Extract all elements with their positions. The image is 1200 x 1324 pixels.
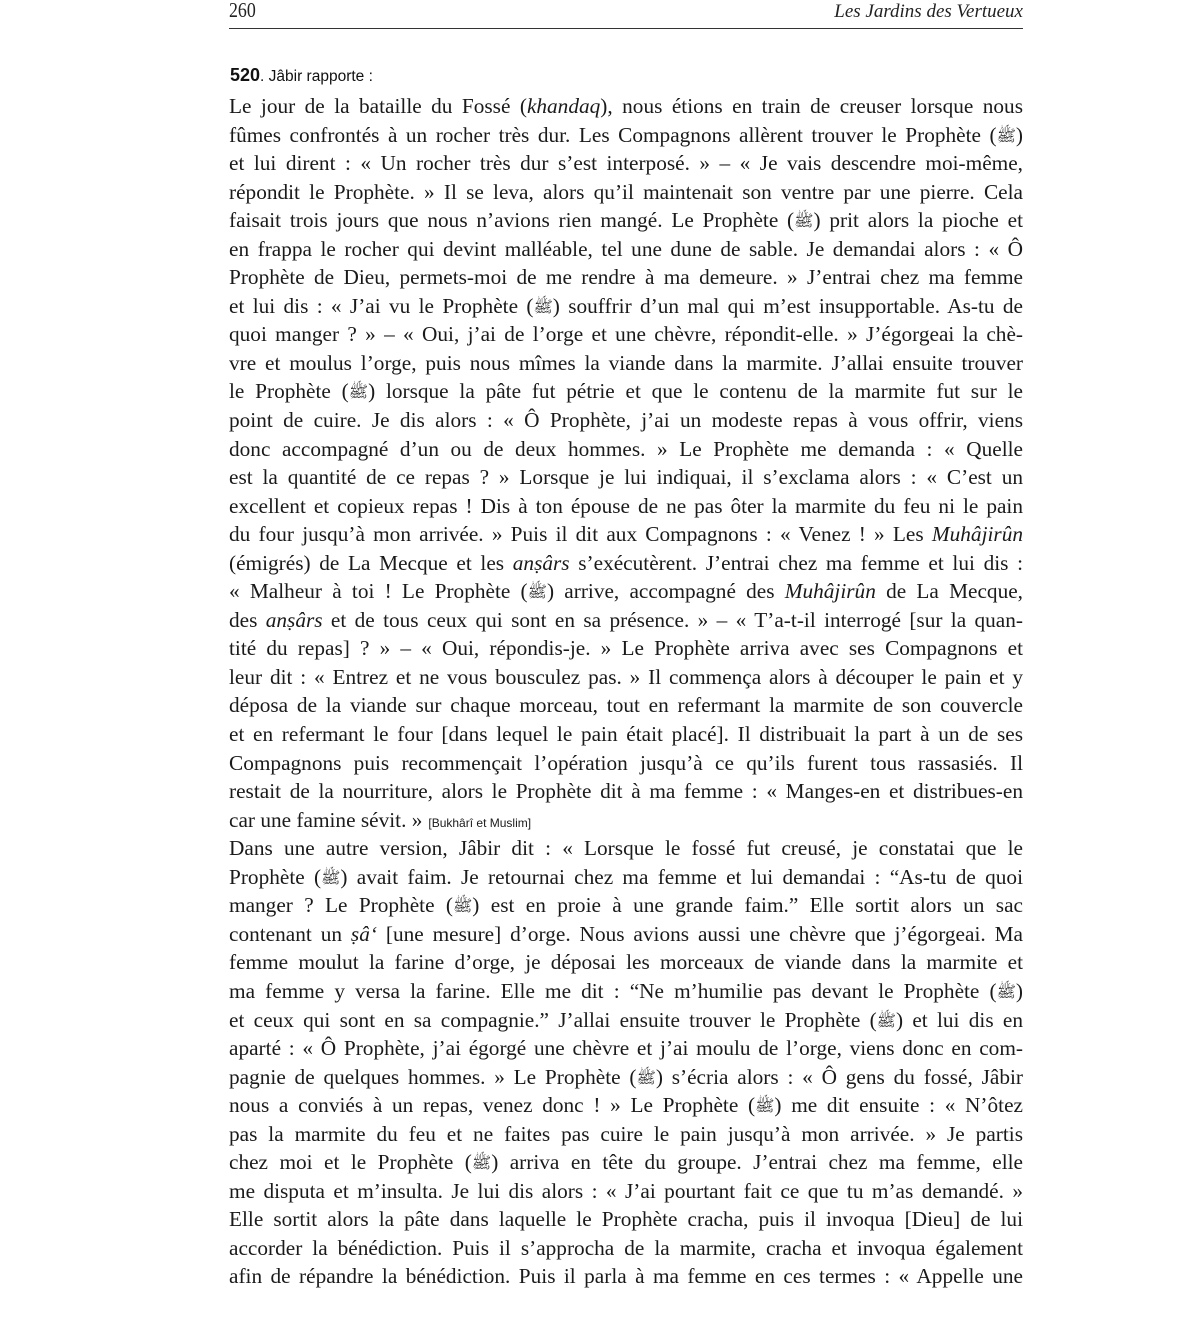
- salutation-icon: ﷺ: [794, 213, 814, 231]
- header-rule: [229, 28, 1023, 29]
- text-line: « Malheur à toi ! Le Prophète (ﷺ) arrive, accompagné des Muhâjirûn de La Mecque,: [229, 577, 1023, 606]
- text-line: et lui dirent : « Un rocher très dur s’est interposé. » – « Je vais descendre moi-même,: [229, 151, 1023, 176]
- salutation-icon: ﷺ: [636, 1069, 656, 1087]
- text-line: point de cuire. Je dis alors : « Ô Prophète, j’ai un modeste repas à vous offrir, viens: [229, 408, 1023, 433]
- salutation-icon: ﷺ: [527, 584, 547, 602]
- source-reference: [Bukhârî et Muslim]: [428, 815, 532, 830]
- text-line: et lui dis : « J’ai vu le Prophète (ﷺ) souffrir d’un mal qui m’est insupportable. As-tu de: [229, 292, 1023, 321]
- text-line: faisait trois jours que nous n’avions rien mangé. Le Prophète (ﷺ) prit alors la pioche et: [229, 206, 1023, 235]
- text-line: tité du repas] ? » – « Oui, répondis-je. » Le Prophète arriva avec ses Compagnons et: [229, 636, 1023, 661]
- text-line: aparté : « Ô Prophète, j’ai égorgé une chèvre et j’ai moulu de l’orge, viens donc en com-: [229, 1036, 1023, 1061]
- book-title: Les Jardins des Vertueux: [834, 1, 1023, 22]
- text-line: et ceux qui sont en sa compagnie.” J’allai ensuite trouver le Prophète (ﷺ) et lui dis en: [229, 1006, 1023, 1035]
- narrator-intro: . Jâbir rapporte :: [260, 68, 373, 85]
- text-line: des anṣârs et de tous ceux qui sont en sa présence. » – « T’a-t-il interrogé [sur la quan-: [229, 607, 1024, 632]
- text-line: déposa de la viande sur chaque morceau, tout en refermant la marmite de son couvercle: [229, 693, 1023, 718]
- text-line: afin de répandre la bénédiction. Puis il parla à ma femme en ces termes : « Appelle une: [229, 1264, 1023, 1289]
- text-line: accorder la bénédiction. Puis il s’approcha de la marmite, cracha et invoqua également: [229, 1235, 1023, 1260]
- salutation-icon: ﷺ: [755, 1098, 775, 1116]
- text-line: Dans une autre version, Jâbir dit : « Lorsque le fossé fut creusé, je constatai que le: [229, 836, 1023, 861]
- hadith-number: 520: [230, 65, 261, 85]
- text-line: en frappa le rocher qui devint malléable, tel une dune de sable. Je demandai alors : « Ô: [229, 236, 1023, 261]
- text-line: femme moulut la farine d’orge, je déposai les morceaux de viande dans la marmite et: [229, 950, 1023, 975]
- text-line: nous a conviés à un repas, venez donc ! » Le Prophète (ﷺ) me dit ensuite : « N’ôtez: [229, 1091, 1023, 1120]
- salutation-icon: ﷺ: [471, 1155, 492, 1173]
- text-line: contenant un ṣâ‘ [une mesure] d’orge. Nous avions aussi une chèvre que j’égorgeai. Ma: [229, 921, 1024, 946]
- text-line: pas la marmite du feu et ne faites pas cuire le pain jusqu’à mon arrivée. » Je partis: [229, 1121, 1023, 1146]
- salutation-icon: ﷺ: [452, 898, 473, 916]
- text-line: ma femme y versa la farine. Elle me dit : “Ne m’humilie pas devant le Prophète (ﷺ): [229, 977, 1023, 1006]
- text-line: restait de la nourriture, alors le Prophète dit à ma femme : « Manges-en et distribues-en: [229, 779, 1023, 804]
- salutation-icon: ﷺ: [996, 983, 1016, 1001]
- text-line: me disputa et m’insulta. Je lui dis alors : « J’ai pourtant fait ce que tu m’as demandé. »: [229, 1178, 1023, 1203]
- page-number: 260: [229, 0, 256, 22]
- hadith-text: [229, 92, 1023, 1291]
- text-line: donc accompagné d’un ou de deux hommes. » Le Prophète me demanda : « Quelle: [229, 436, 1023, 461]
- text-line: Compagnons puis recommençait l’opération jusqu’à ce qu’ils furent tous rassasiés. Il: [229, 750, 1023, 775]
- text-line: et en refermant le four [dans lequel le pain était placé]. Il distribuait la part à un de ses: [229, 722, 1023, 747]
- text-line: (émigrés) de La Mecque et les anṣârs s’exécutèrent. J’entrai chez ma femme et lui dis :: [229, 550, 1024, 575]
- running-header: [229, 0, 1023, 26]
- text-line: leur dit : « Entrez et ne vous bousculez pas. » Il commença alors à découper le pain et y: [229, 664, 1023, 689]
- text-line: Elle sortit alors la pâte dans laquelle le Prophète cracha, puis il invoqua [Dieu] de lui: [229, 1207, 1023, 1232]
- salutation-icon: ﷺ: [348, 384, 369, 402]
- text-line: pagnie de quelques hommes. » Le Prophète (ﷺ) s’écria alors : « Ô gens du fossé, Jâbir: [229, 1063, 1023, 1092]
- salutation-icon: ﷺ: [321, 869, 341, 887]
- text-line: Le jour de la bataille du Fossé (khandaq), nous étions en train de creuser lorsque nous: [229, 94, 1023, 118]
- text-line: excellent et copieux repas ! Dis à ton épouse de ne pas ôter la marmite du feu ni le pain: [229, 493, 1023, 518]
- text-line: quoi manger ? » – « Oui, j’ai de l’orge et une chèvre, répondit-elle. » J’égorgeai la chè-: [229, 322, 1023, 347]
- text-line: fûmes confrontés à un rocher très dur. Les Compagnons allèrent trouver le Prophète (ﷺ): [229, 121, 1023, 150]
- salutation-icon: ﷺ: [533, 298, 553, 316]
- text-line: le Prophète (ﷺ) lorsque la pâte fut pétrie et que le contenu de la marmite fut sur le: [229, 377, 1023, 406]
- text-line: Prophète de Dieu, permets-moi de me rendre à ma demeure. » J’entrai chez ma femme: [229, 265, 1023, 290]
- text-line: est la quantité de ce repas ? » Lorsque je lui indiquai, il s’exclama alors : « C’est un: [229, 465, 1023, 490]
- text-line: du four jusqu’à mon arrivée. » Puis il dit aux Compagnons : « Venez ! » Les Muhâjirûn: [229, 522, 1023, 547]
- hadith-heading: [230, 65, 373, 86]
- text-line: chez moi et le Prophète (ﷺ) arriva en tête du groupe. J’entrai chez ma femme, elle: [229, 1148, 1023, 1177]
- text-line: Prophète (ﷺ) avait faim. Je retournai chez ma femme et lui demandai : “As-tu de quoi: [229, 863, 1023, 892]
- salutation-icon: ﷺ: [996, 127, 1016, 145]
- text-line: car une famine sévit. » [Bukhârî et Muslim]: [229, 807, 532, 832]
- text-line: manger ? Le Prophète (ﷺ) est en proie à une grande faim.” Elle sortit alors un sac: [229, 891, 1023, 920]
- text-line: répondit le Prophète. » Il se leva, alors qu’il maintenait son ventre par une pierre. Cela: [229, 179, 1023, 204]
- salutation-icon: ﷺ: [876, 1012, 896, 1030]
- text-line: vre et moulus l’orge, puis nous mîmes la viande dans la marmite. J’allai ensuite trouver: [229, 350, 1023, 375]
